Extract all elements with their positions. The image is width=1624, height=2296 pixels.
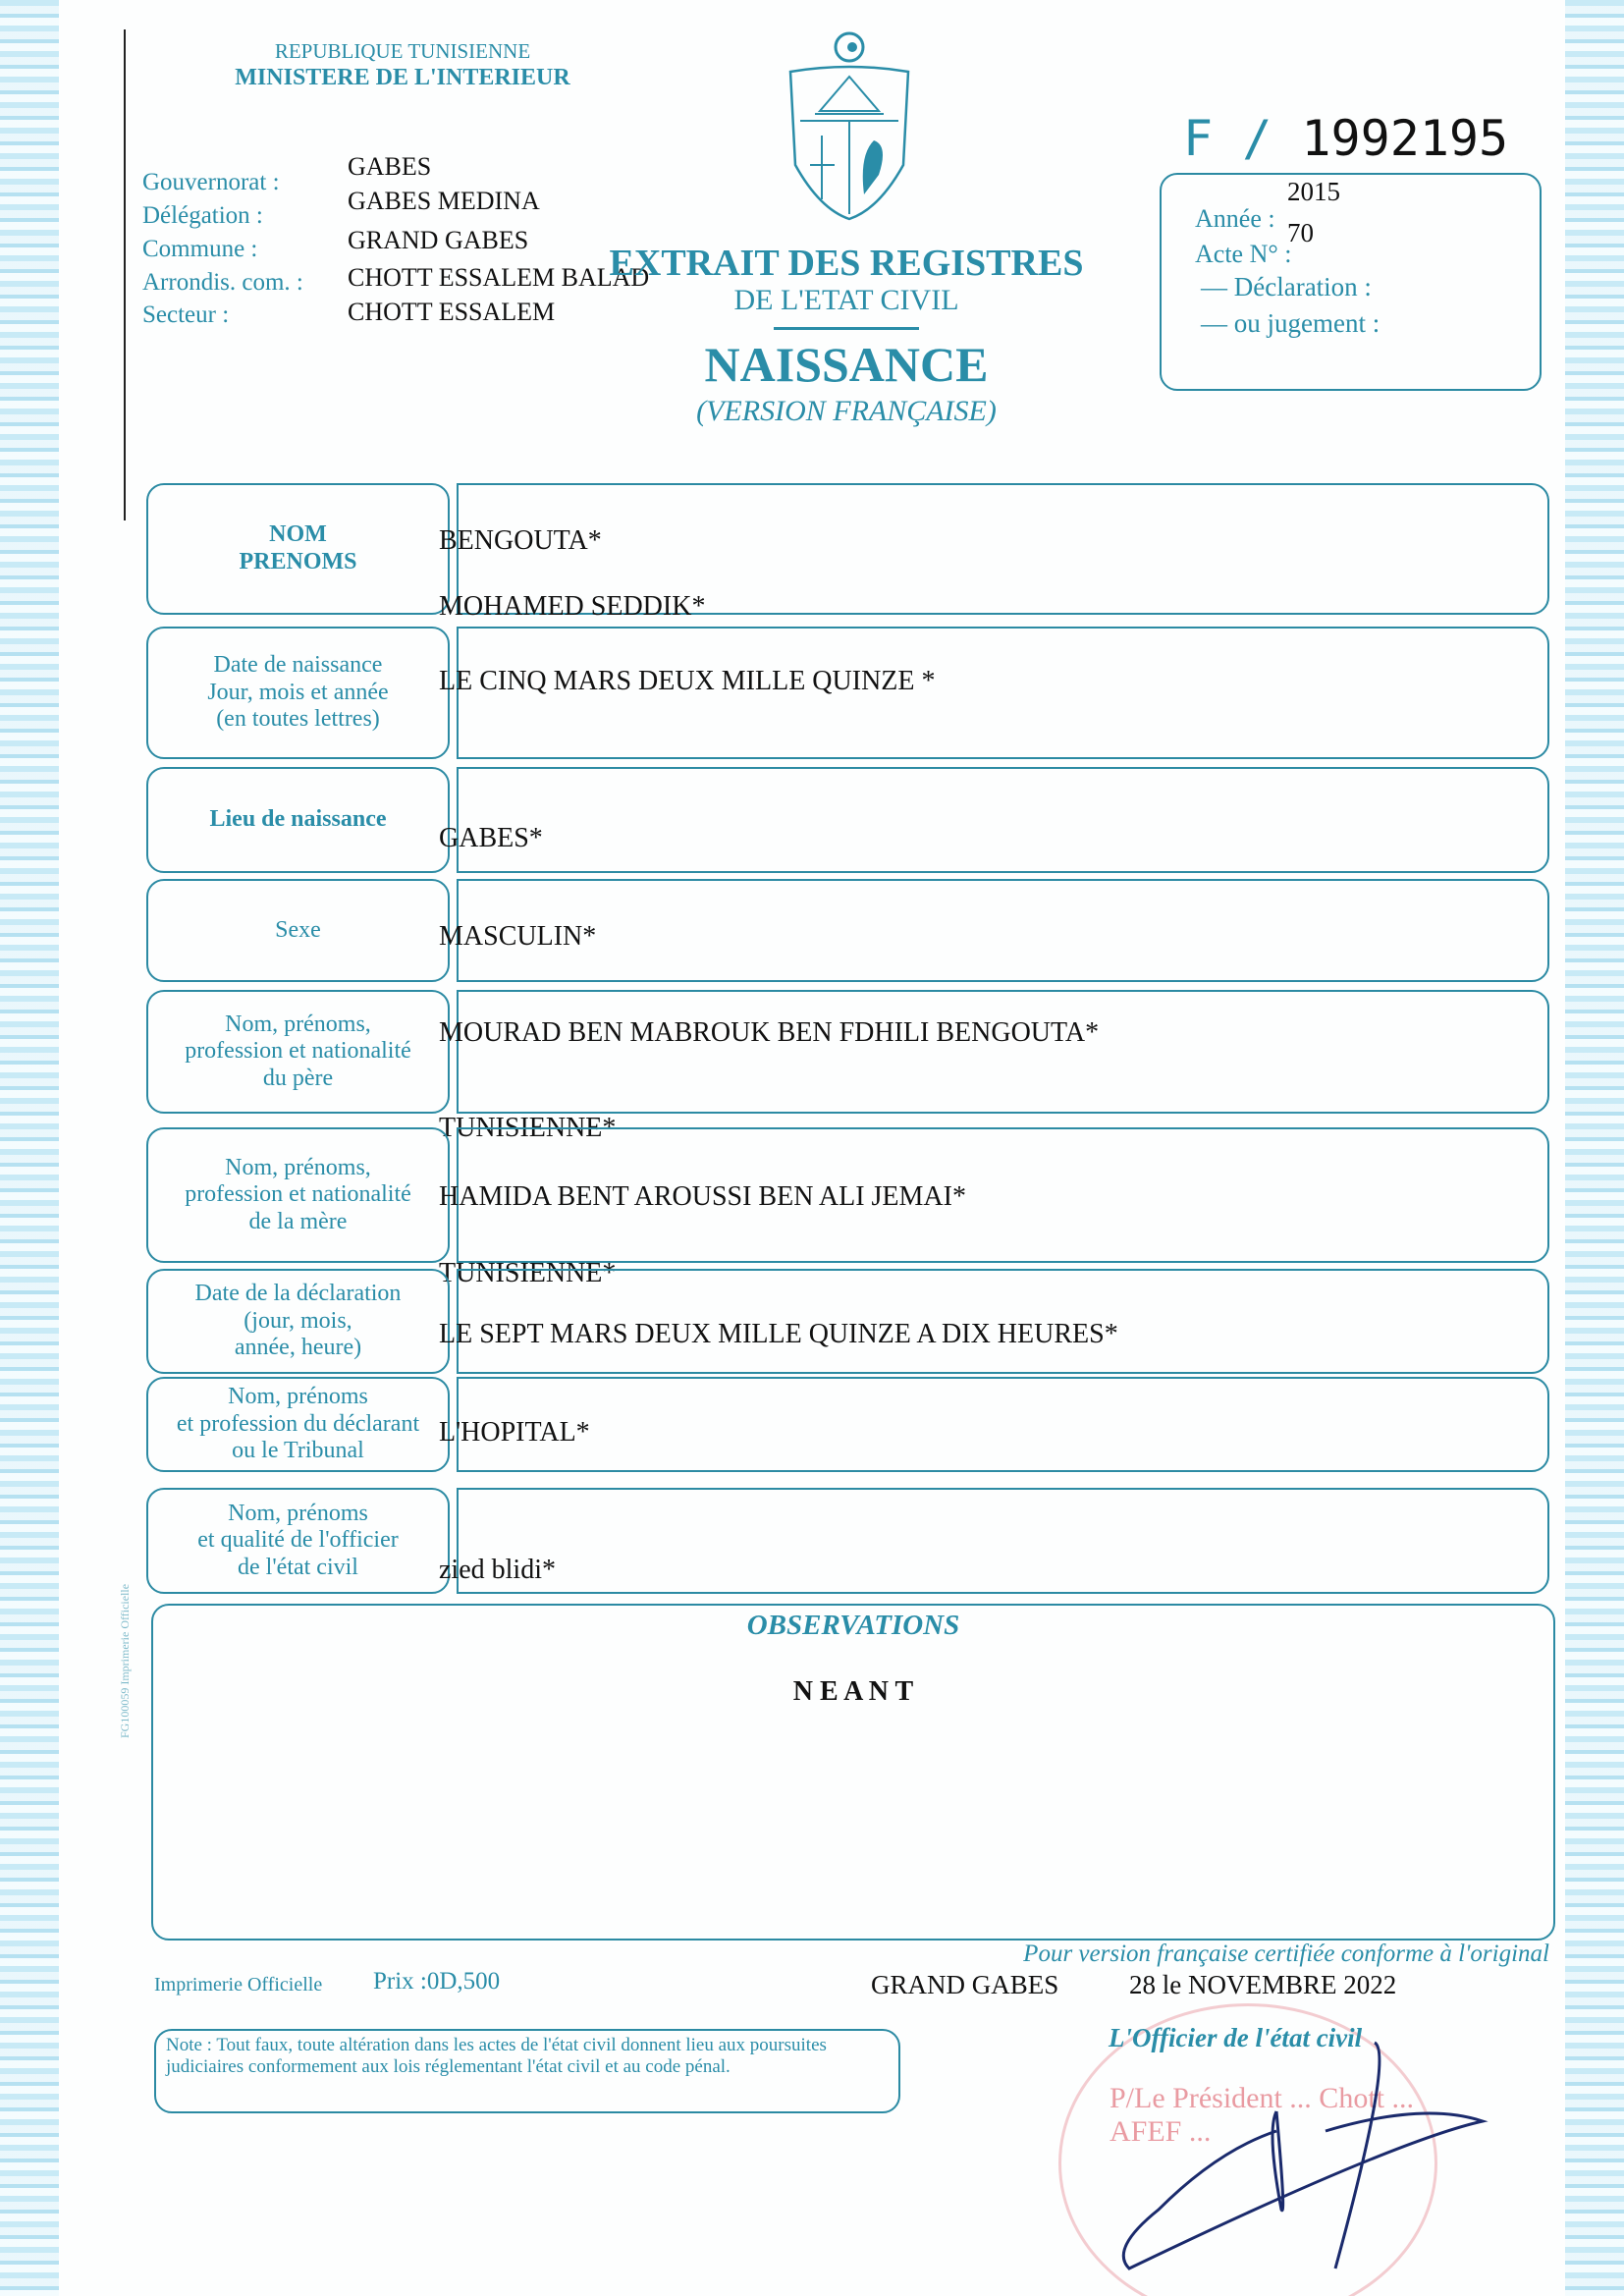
row-value: TUNISIENNE*: [439, 1258, 617, 1288]
arrondissement-label: Arrondis. com. :: [142, 269, 303, 296]
row-label: Date de naissance Jour, mois et année (en toutes lettres): [207, 652, 389, 733]
price-label: Prix :0D,500: [373, 1968, 501, 1995]
title-underline: [774, 327, 919, 330]
row-label: Lieu de naissance: [209, 806, 387, 833]
row-value-box: [457, 879, 1549, 982]
row-value-box: [457, 990, 1549, 1114]
delegation-label: Délégation :: [142, 202, 263, 229]
annee-value: 2015: [1287, 177, 1340, 206]
row-value: zied blidi*: [439, 1555, 556, 1585]
secteur-label: Secteur :: [142, 301, 230, 328]
row-label-box: [146, 990, 450, 1114]
row-value: GABES*: [439, 823, 543, 853]
republic-label: REPUBLIQUE TUNISIENNE: [274, 39, 531, 63]
row-value: MOURAD BEN MABROUK BEN FDHILI BENGOUTA*: [439, 1017, 1100, 1048]
observations-text: N E A N T: [792, 1676, 914, 1707]
officer-label: L'Officier de l'état civil: [1109, 2023, 1363, 2052]
stamp-text: P/Le Président ... Chott ... AFEF ...: [1110, 2082, 1414, 2148]
commune-label: Commune :: [142, 236, 258, 262]
left-security-border: [0, 0, 59, 2296]
title-etat-civil: DE L'ETAT CIVIL: [733, 284, 959, 316]
title-extrait: EXTRAIT DES REGISTRES: [609, 243, 1084, 284]
serial-prefix: F /: [1183, 110, 1272, 167]
declaration-label: — Déclaration :: [1201, 272, 1372, 301]
row-label: Nom, prénoms, profession et nationalité de la mère: [185, 1154, 411, 1234]
tunisia-coat-of-arms-icon: [781, 27, 918, 224]
row-value: LE SEPT MARS DEUX MILLE QUINZE A DIX HEURES*: [439, 1319, 1118, 1349]
row-value: L'HOPITAL*: [439, 1417, 590, 1448]
jugement-label: — ou jugement :: [1201, 308, 1380, 338]
acte-value: 70: [1287, 218, 1314, 247]
signature-icon: [1100, 2033, 1492, 2288]
observations-box: [151, 1604, 1555, 1941]
row-label: Nom, prénoms, profession et nationalité du père: [185, 1011, 411, 1091]
certified-text: Pour version française certifiée conforme à l'original: [1023, 1941, 1549, 1967]
row-value: MASCULIN*: [439, 921, 597, 952]
row-label-box: [146, 627, 450, 759]
row-value: MOHAMED SEDDIK*: [439, 591, 706, 622]
title-naissance: NAISSANCE: [704, 337, 989, 392]
row-value: HAMIDA BENT AROUSSI BEN ALI JEMAI*: [439, 1181, 966, 1212]
legal-note-box: [154, 2029, 900, 2113]
row-label-box: [146, 1488, 450, 1594]
margin-line: [124, 29, 126, 520]
title-version: (VERSION FRANÇAISE): [696, 395, 997, 427]
delegation-value: GABES MEDINA: [348, 187, 540, 215]
gouvernorat-label: Gouvernorat :: [142, 169, 280, 195]
row-value-box: [457, 767, 1549, 873]
row-label: Nom, prénoms et qualité de l'officier de l'état civil: [197, 1500, 399, 1580]
row-label-box: [146, 1127, 450, 1263]
secteur-value: CHOTT ESSALEM: [348, 298, 556, 326]
row-value-box: [457, 1488, 1549, 1594]
legal-note: Note : Tout faux, toute altération dans les actes de l'état civil donnent lieu aux poursuites judiciaires conformement aux lois réglementant l'état civil et au code pénal.: [166, 2035, 827, 2077]
row-label-box: [146, 879, 450, 982]
ministry-label: MINISTERE DE L'INTERIEUR: [235, 65, 570, 90]
observations-title: OBSERVATIONS: [746, 1610, 960, 1641]
gouvernorat-value: GABES: [348, 152, 432, 181]
date-value: 28 le NOVEMBRE 2022: [1129, 1970, 1397, 1999]
row-label: Date de la déclaration (jour, mois, année, heure): [194, 1281, 402, 1361]
acte-label: Acte N° :: [1195, 240, 1292, 268]
annee-label: Année :: [1195, 204, 1275, 233]
side-print: FG100059 Imprimerie Officielle: [118, 1583, 132, 1738]
row-value-box: [457, 1377, 1549, 1472]
row-value: TUNISIENNE*: [439, 1113, 617, 1143]
serial-value: 1992195: [1301, 110, 1509, 167]
arrondissement-value: CHOTT ESSALEM BALAD: [348, 263, 650, 292]
acte-box: [1160, 173, 1542, 391]
row-label-box: [146, 767, 450, 873]
row-value: BENGOUTA*: [439, 525, 602, 556]
row-label-box: [146, 1377, 450, 1472]
printer-label: Imprimerie Officielle: [154, 1974, 323, 1995]
right-security-border: [1565, 0, 1624, 2296]
row-label-box: [146, 483, 450, 615]
row-label-box: [146, 1269, 450, 1374]
row-value: LE CINQ MARS DEUX MILLE QUINZE *: [439, 666, 936, 696]
serial-number: [1183, 110, 1508, 167]
commune-value: GRAND GABES: [348, 226, 529, 254]
place-value: GRAND GABES: [871, 1970, 1059, 1999]
row-label: Sexe: [275, 916, 321, 943]
row-label: NOM PRENOMS: [239, 521, 357, 574]
row-label: Nom, prénoms et profession du déclarant ou le Tribunal: [176, 1384, 420, 1464]
